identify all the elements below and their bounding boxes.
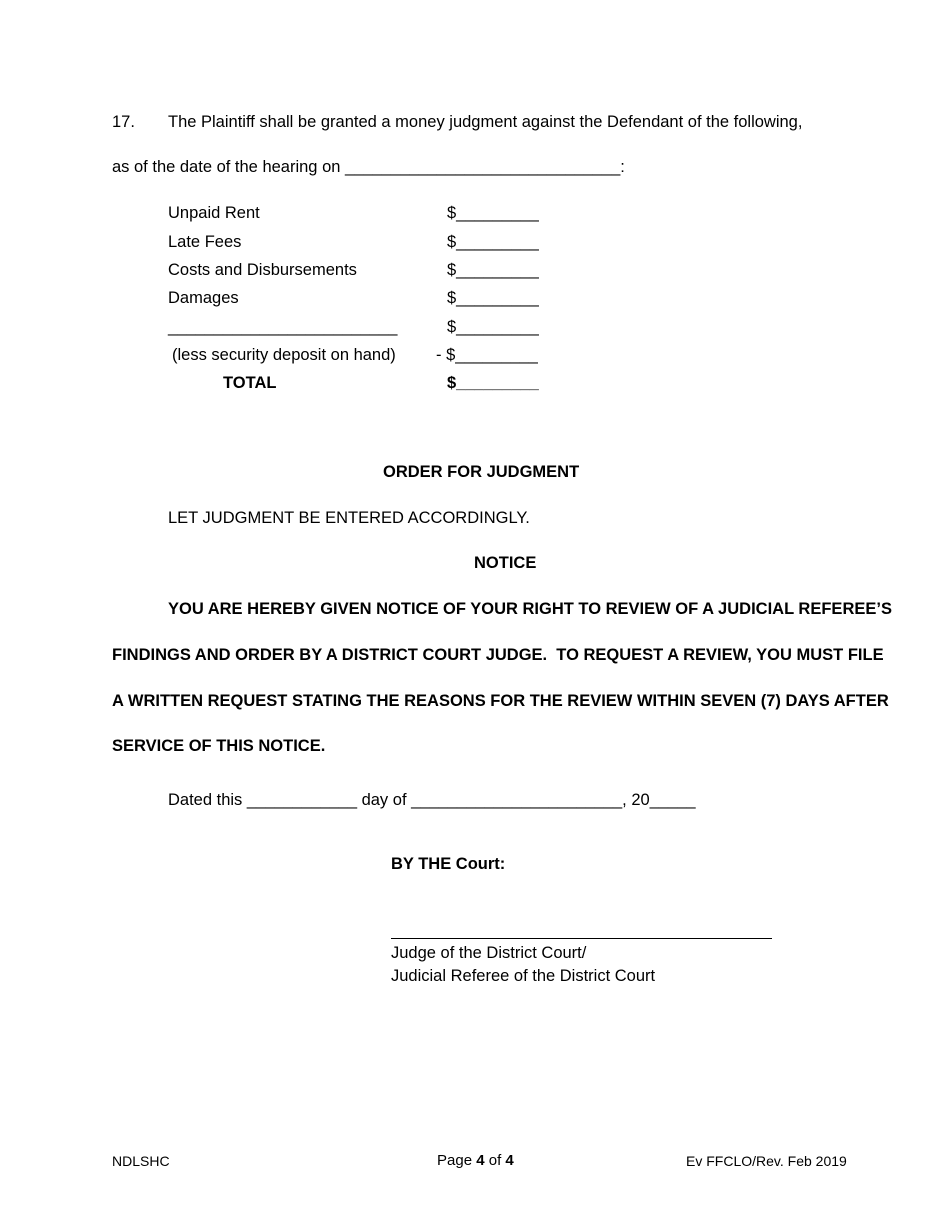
signature-line — [391, 938, 772, 939]
notice-line1: YOU ARE HEREBY GIVEN NOTICE OF YOUR RIGHT TO REVIEW OF A JUDICIAL REFEREE’S — [168, 600, 892, 618]
footer-left: NDLSHC — [112, 1153, 170, 1169]
referee-title: Judicial Referee of the District Court — [391, 967, 656, 985]
notice-heading: NOTICE — [474, 554, 537, 572]
item-amount-blank: $_________ — [447, 318, 539, 336]
judge-title: Judge of the District Court/ — [391, 944, 587, 962]
order-text: LET JUDGMENT BE ENTERED ACCORDINGLY. — [168, 509, 530, 527]
page-number — [437, 1152, 514, 1169]
total-amount-blank: $_________ — [447, 374, 539, 392]
item-amount-blank: $_________ — [447, 289, 539, 307]
by-the-court: BY THE Court: — [391, 855, 506, 873]
page-total: 4 — [505, 1152, 514, 1169]
total-label: TOTAL — [223, 374, 277, 392]
item-label: (less security deposit on hand) — [172, 346, 396, 364]
page-word: Page — [437, 1152, 473, 1169]
item-label: Unpaid Rent — [168, 204, 260, 222]
item-amount-blank: $_________ — [447, 261, 539, 279]
item-label: Damages — [168, 289, 239, 307]
item-amount-blank: $_________ — [447, 233, 539, 251]
item-label: Late Fees — [168, 233, 242, 251]
paragraph-text-line1: The Plaintiff shall be granted a money judgment against the Defendant of the following, — [168, 113, 803, 131]
paragraph-number: 17. — [112, 113, 135, 131]
footer-right: Ev FFCLO/Rev. Feb 2019 — [686, 1153, 847, 1169]
item-amount-blank: - $_________ — [436, 346, 538, 364]
notice-line3: A WRITTEN REQUEST STATING THE REASONS FOR THE REVIEW WITHIN SEVEN (7) DAYS AFTER — [112, 692, 889, 710]
notice-line2: FINDINGS AND ORDER BY A DISTRICT COURT JUDGE. TO REQUEST A REVIEW, YOU MUST FILE — [112, 646, 884, 664]
order-heading: ORDER FOR JUDGMENT — [383, 463, 580, 481]
paragraph-text-line2: as of the date of the hearing on ______________________________: — [112, 158, 625, 176]
item-label: Costs and Disbursements — [168, 261, 357, 279]
page-current: 4 — [476, 1152, 485, 1169]
notice-line4: SERVICE OF THIS NOTICE. — [112, 737, 326, 755]
item-amount-blank: $_________ — [447, 204, 539, 222]
dated-line: Dated this ____________ day of _______________________, 20_____ — [168, 791, 696, 809]
page-of: of — [488, 1152, 502, 1169]
item-label-blank: _________________________ — [168, 318, 398, 336]
